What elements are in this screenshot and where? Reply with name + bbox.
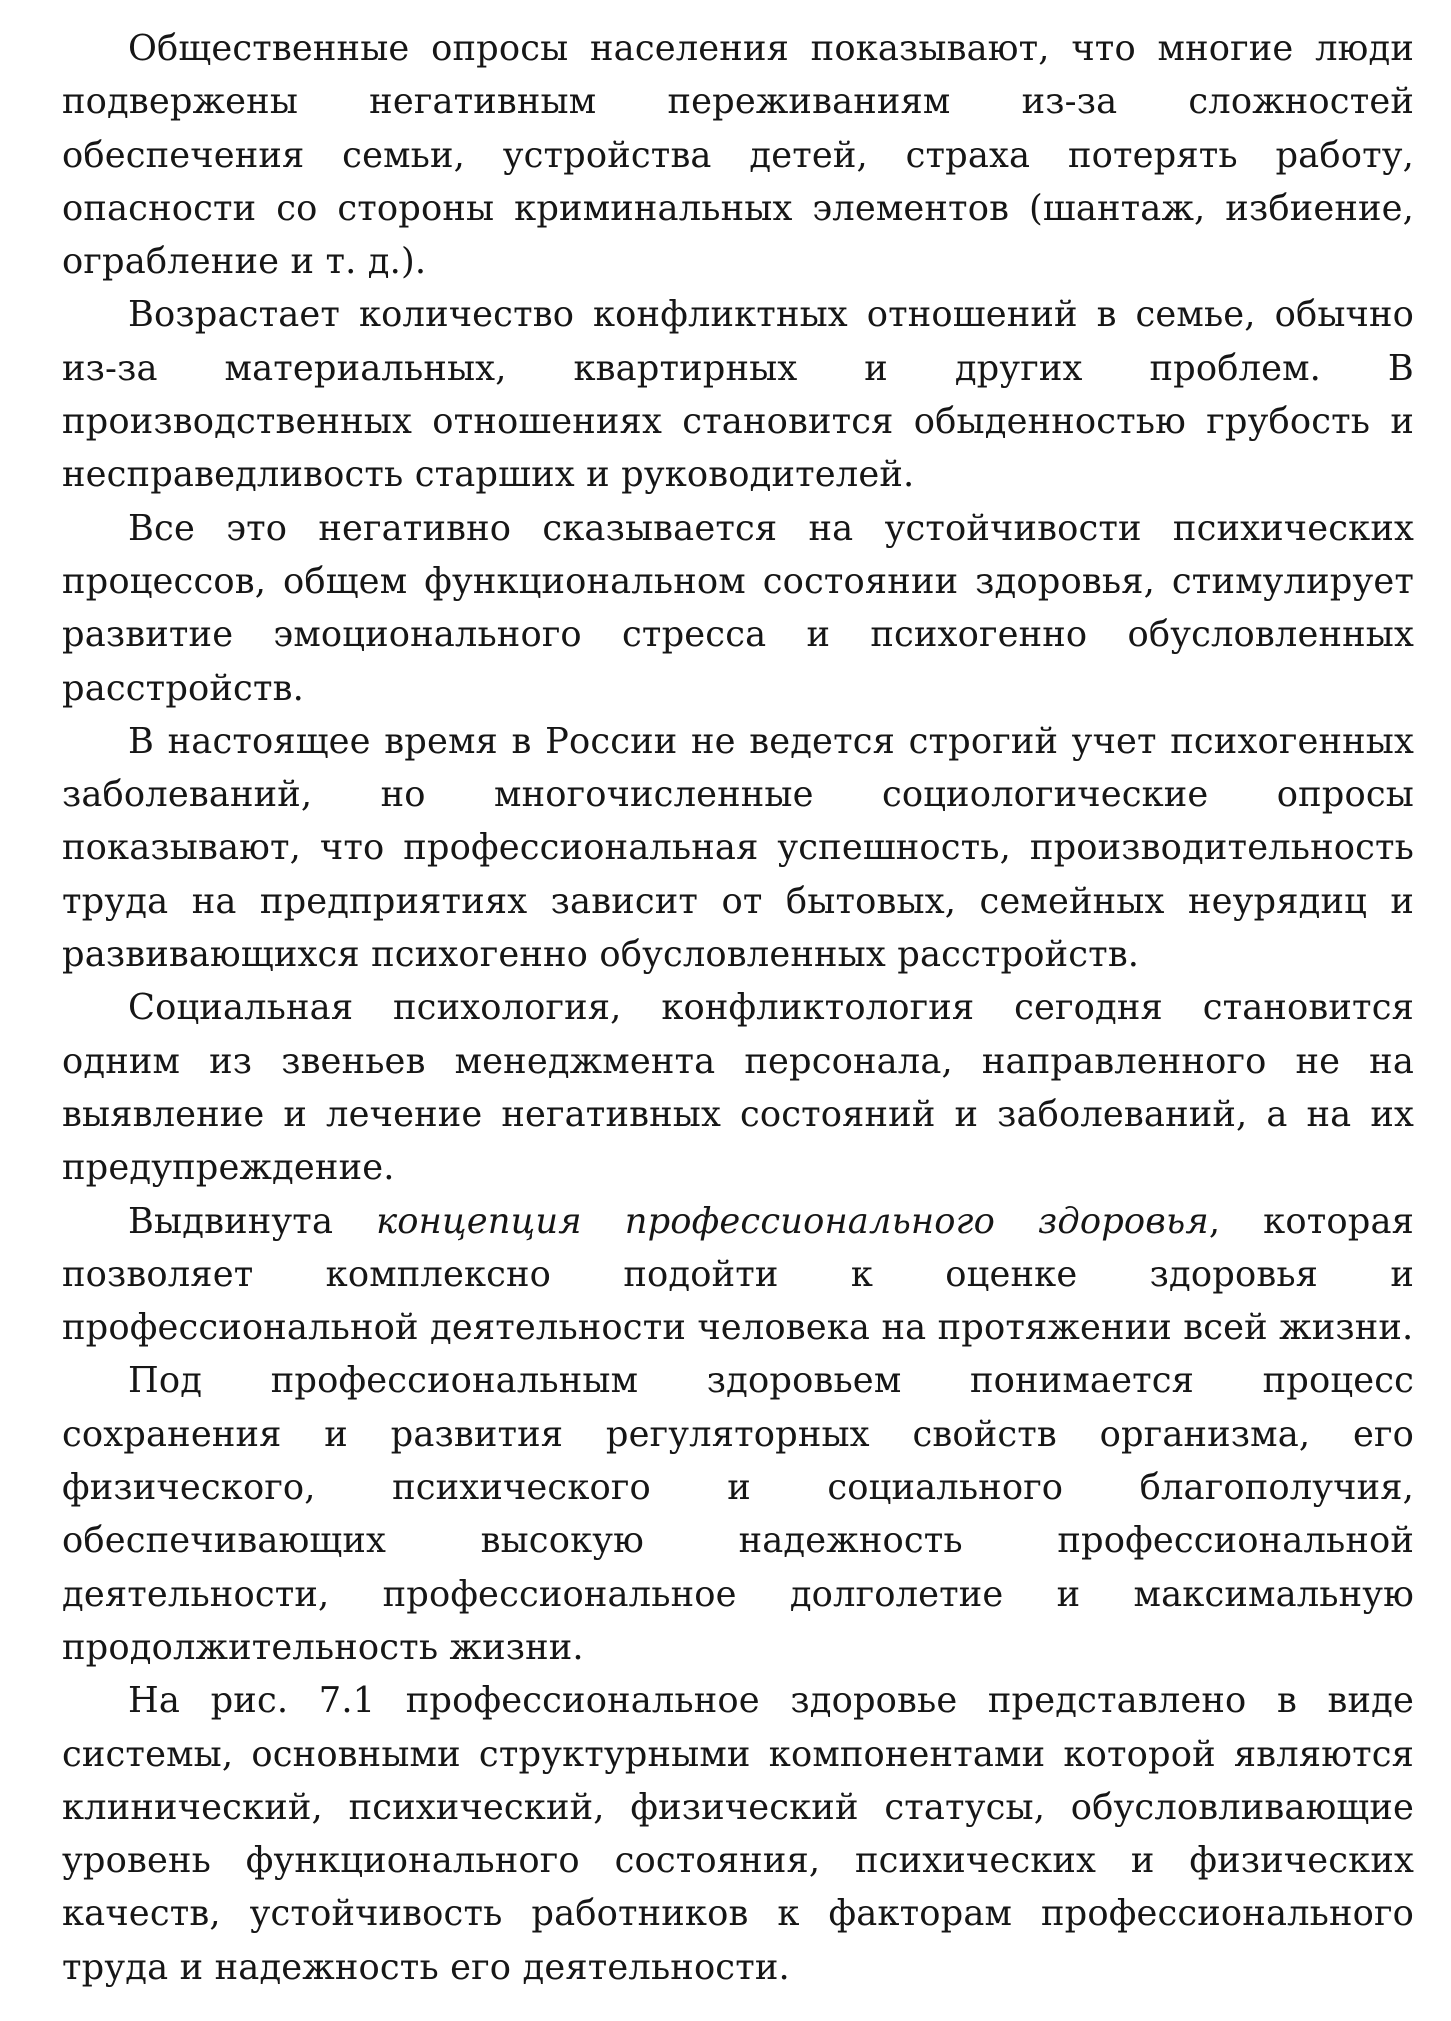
document-page (62, 22, 1414, 1994)
paragraph-health-definition: Под профессиональным здоровьем понимается процесс сохранения и развития регуляторных свойств организма, его физического, психического и социального благополучия, обеспечивающих высокую надежность профессиональной деятельности, профессиональное долголетие и максимальную продолжительность жизни. (62, 1360, 1414, 1668)
paragraph-health-concept (62, 1195, 1414, 1355)
concept-term: концепция профессионального здоровья (376, 1200, 1209, 1242)
paragraph-negative-effects: Все это негативно сказывается на устойчивости психических процессов, общем функциональном состоянии здоровья, стимулирует развитие эмоционального стресса и психогенно обусловленных расстройств. (62, 507, 1414, 709)
paragraph-public-surveys: Общественные опросы населения показывают, что многие люди подвержены негативным переживаниям из-за сложностей обеспечения семьи, устройства детей, страха потерять работу, опасности со стороны криминальных элементов (шантаж, избиение, ограбление и т. д.). (62, 28, 1414, 283)
paragraph-psychogenic-diseases: В настоящее время в России не ведется строгий учет психогенных заболеваний, но многочисленные социологические опросы показывают, что профессиональная успешность, производительность труда на предприятиях зависит от бытовых, семейных неурядиц и развивающихся психогенно обусловленных расстройств. (62, 720, 1414, 976)
paragraph-figure-reference: На рис. 7.1 профессиональное здоровье представлено в виде системы, основными структурными компонентами которой являются клинический, психический, физический статусы, обусловливающие уровень функционального состояния, психических и физических качеств, устойчивость работников к факторам профессионального труда и надежность его деятельности. (62, 1680, 1414, 1988)
concept-rest-text: , которая позволяет комплексно подойти к оценке здоровья и профессиональной деятельности человека на протяжении всей жизни. (62, 1200, 1415, 1349)
paragraph-social-psychology: Социальная психология, конфликтология сегодня становится одним из звеньев менеджмента персонала, направленного не на выявление и лечение негативных состояний и заболеваний, а на их предупреждение. (62, 987, 1414, 1189)
concept-intro-text: Выдвинута (128, 1200, 377, 1242)
paragraph-family-conflicts: Возрастает количество конфликтных отношений в семье, обычно из-за материальных, квартирных и других проблем. В производственных отношениях становится обыденностью грубость и несправедливость старших и руководителей. (62, 294, 1414, 496)
